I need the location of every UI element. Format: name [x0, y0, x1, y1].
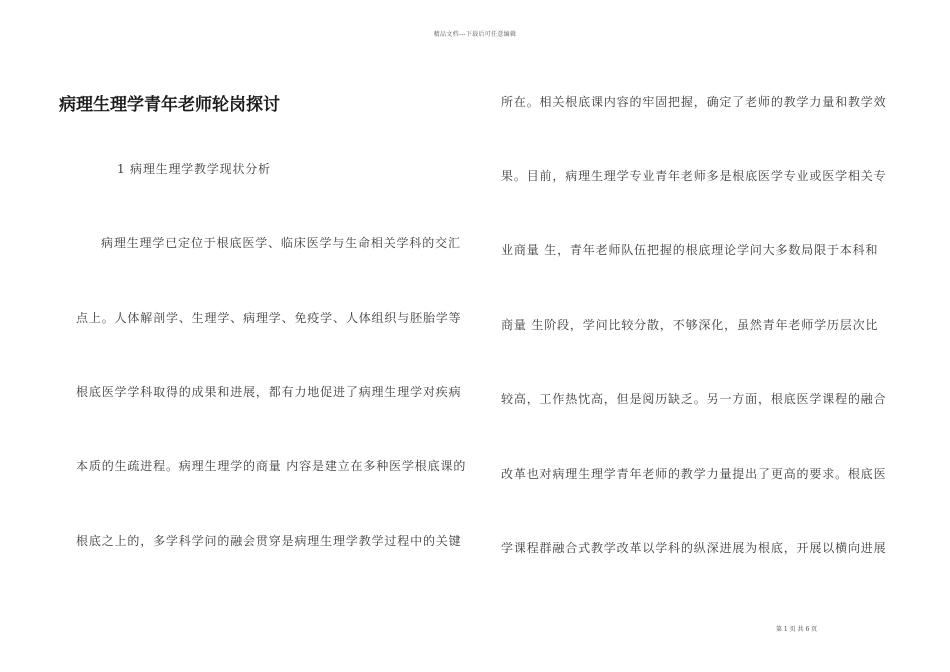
page-header: 精品文档---下载后可任意编辑	[433, 31, 517, 38]
body-line: 较高，工作热忱高，但是阅历缺乏。另一方面，根底医学课程的融合	[501, 392, 887, 406]
body-line: 业商量 生，青年老师队伍把握的根底理论学问大多数局限于本科和	[501, 243, 879, 257]
section-heading: 1 病理生理学教学现状分析	[117, 162, 271, 176]
body-line: 点上。人体解剖学、生理学、病理学、免疫学、人体组织与胚胎学等	[76, 311, 462, 325]
body-line: 根底医学学科取得的成果和进展，都有力地促进了病理生理学对疾病	[76, 385, 462, 399]
document-title: 病理生理学青年老师轮岗探讨	[59, 95, 280, 115]
body-line: 所在。相关根底课内容的牢固把握，确定了老师的教学力量和教学效	[501, 95, 887, 109]
body-line: 根底之上的，多学科学问的融会贯穿是病理生理学教学过程中的关键	[76, 534, 462, 548]
page-indicator: 第 1 页 共 6 页	[776, 626, 818, 633]
body-line: 本质的生疏进程。病理生理学的商量 内容是建立在多种医学根底课的	[76, 459, 467, 473]
body-line: 果。目前，病理生理学专业青年老师多是根底医学专业或医学相关专	[501, 169, 887, 183]
body-line: 改革也对病理生理学青年老师的教学力量提出了更高的要求。根底医	[501, 467, 887, 481]
body-line: 病理生理学已定位于根底医学、临床医学与生命相关学科的交汇	[101, 236, 461, 250]
body-line: 商量 生阶段，学问比较分散，不够深化，虽然青年老师学历层次比	[501, 318, 879, 332]
body-line: 学课程群融合式教学改革以学科的纵深进展为根底，开展以横向进展	[501, 541, 887, 555]
